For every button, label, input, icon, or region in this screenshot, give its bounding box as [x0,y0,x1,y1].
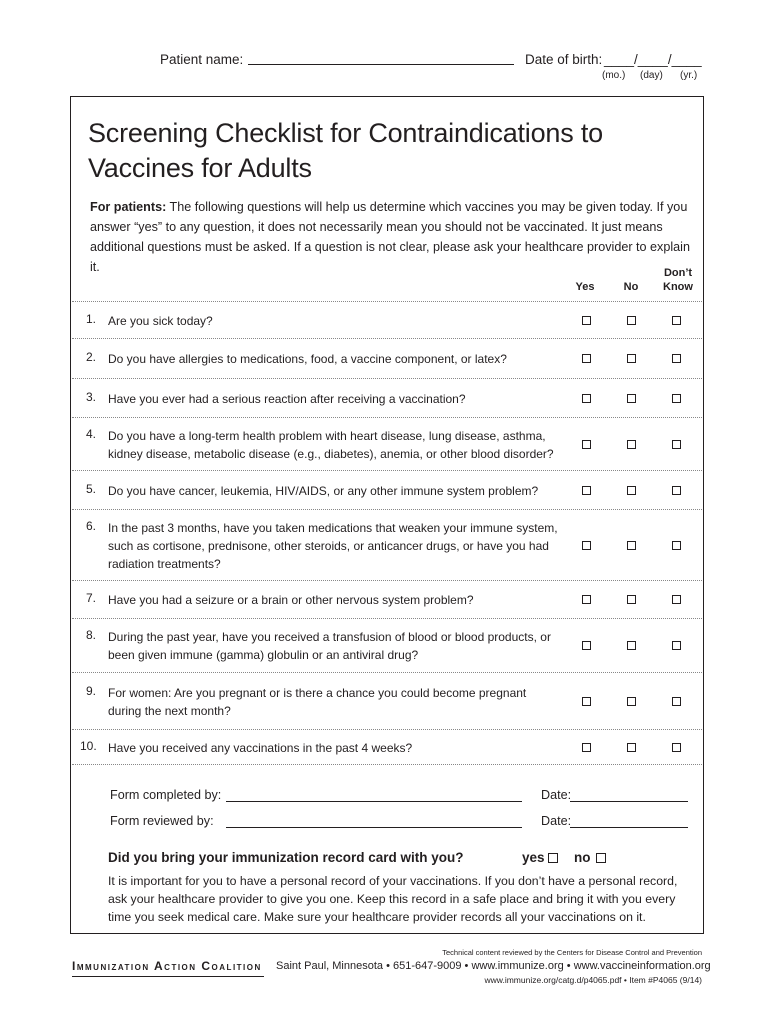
patient-name-label: Patient name: [160,52,244,67]
reviewed-by-label: Form reviewed by: [110,814,214,828]
no-checkbox[interactable] [627,641,636,650]
question-number: 2. [86,350,97,364]
column-dont-know: Don’t Know [663,267,693,293]
dont-know-checkbox[interactable] [672,486,681,495]
question-text: Do you have a long-term health problem with heart disease, lung disease, asthma, kidney disease, metabolic disease (e.g., diabetes), anemia, or other blood disorder? [108,429,554,461]
contact-info: Saint Paul, Minnesota • 651-647-9009 • www.immunize.org • www.vaccineinformation.org [276,960,711,972]
dob-day-hint: (day) [640,70,663,81]
question-text: Do you have cancer, leukemia, HIV/AIDS, or any other immune system problem? [108,484,539,498]
no-checkbox[interactable] [627,354,636,363]
dont-know-checkbox[interactable] [672,743,681,752]
yes-checkbox[interactable] [582,743,591,752]
dob-label: Date of birth: [525,52,603,67]
column-yes: Yes [575,281,595,293]
patient-name-field[interactable] [248,64,514,65]
no-checkbox[interactable] [627,486,636,495]
no-checkbox[interactable] [627,316,636,325]
question-text: Have you received any vaccinations in the past 4 weeks? [108,741,413,755]
question-number: 5. [86,482,97,496]
completed-date-field[interactable] [570,801,688,802]
no-checkbox[interactable] [627,743,636,752]
dont-know-checkbox[interactable] [672,440,681,449]
record-no-label: no [574,850,591,865]
no-checkbox[interactable] [627,440,636,449]
reviewed-date-field[interactable] [570,827,688,828]
yes-checkbox[interactable] [582,354,591,363]
reviewed-date-label: Date: [541,814,572,828]
question-row [72,301,702,338]
question-number: 8. [86,628,97,642]
dont-know-checkbox[interactable] [672,595,681,604]
dont-know-checkbox[interactable] [672,641,681,650]
dob-year-hint: (yr.) [680,70,698,81]
org-underline [72,976,264,977]
record-yes-checkbox[interactable] [548,853,558,863]
yes-checkbox[interactable] [582,316,591,325]
record-question: Did you bring your immunization record card with you? [108,850,464,865]
question-text: In the past 3 months, have you taken medications that weaken your immune system, such as cortisone, prednisone, other steroids, or anticancer drugs, or have you had radiation treatments? [108,521,558,571]
completed-date-label: Date: [541,788,572,802]
question-row [72,509,702,580]
question-row [72,729,702,764]
dont-know-checkbox[interactable] [672,354,681,363]
yes-checkbox[interactable] [582,486,591,495]
no-checkbox[interactable] [627,697,636,706]
question-text: For women: Are you pregnant or is there a chance you could become pregnant during the next month? [108,686,527,718]
question-number: 10. [80,739,97,753]
question-row [72,580,702,618]
question-number: 7. [86,591,97,605]
question-row [72,378,702,417]
no-checkbox[interactable] [627,595,636,604]
column-no: No [623,281,639,293]
question-text: Are you sick today? [108,314,213,328]
yes-checkbox[interactable] [582,440,591,449]
dont-know-checkbox[interactable] [672,316,681,325]
no-checkbox[interactable] [627,394,636,403]
question-number: 1. [86,312,97,326]
completed-by-field[interactable] [226,801,522,802]
question-row [72,672,702,729]
intro-bold: For patients: [90,200,167,214]
yes-checkbox[interactable] [582,595,591,604]
dob-month-hint: (mo.) [602,70,626,81]
question-text: Have you ever had a serious reaction after receiving a vaccination? [108,392,466,406]
yes-checkbox[interactable] [582,641,591,650]
question-list-end-rule [72,764,702,765]
question-row [72,618,702,672]
question-row [72,470,702,509]
question-number: 6. [86,519,97,533]
dont-know-checkbox[interactable] [672,697,681,706]
org-name: Immunization Action Coalition [72,959,262,973]
question-text: Do you have allergies to medications, food, a vaccine component, or latex? [108,352,507,366]
question-number: 4. [86,427,97,441]
question-row [72,338,702,378]
question-text: During the past year, have you received a transfusion of blood or blood products, or been given immune (gamma) globulin or an antiviral drug? [108,630,551,662]
dont-know-checkbox[interactable] [672,394,681,403]
question-number: 9. [86,684,97,698]
form-title: Screening Checklist for Contraindications to Vaccines for Adults [88,118,603,183]
intro-body: The following questions will help us determine which vaccines you may be given today. If you answer “yes” to any question, it does not necessarily mean you should not be vaccinated. It just means additional questions must be asked. If a question is not clear, please ask your healthcare provider to explain it. [90,200,690,274]
record-no-checkbox[interactable] [596,853,606,863]
yes-checkbox[interactable] [582,697,591,706]
intro-text [90,197,694,277]
dont-know-checkbox[interactable] [672,541,681,550]
record-yes-label: yes [522,850,545,865]
question-row [72,417,702,470]
question-number: 3. [86,390,97,404]
dob-field[interactable]: ____/____/____ [604,52,702,67]
question-text: Have you had a seizure or a brain or other nervous system problem? [108,593,474,607]
reviewed-by-field[interactable] [226,827,522,828]
document-url: www.immunize.org/catg.d/p4065.pdf • Item #P4065 (9/14) [484,975,702,985]
no-checkbox[interactable] [627,541,636,550]
completed-by-label: Form completed by: [110,788,222,802]
record-paragraph: It is important for you to have a personal record of your vaccinations. If you don’t have a personal record, ask your healthcare provider to give you one. Keep this record in a safe place and bring it with you every time you seek medical care. Make sure your healthcare provider records all your vaccinations on it. [108,874,678,924]
yes-checkbox[interactable] [582,541,591,550]
reviewed-note: Technical content reviewed by the Centers for Disease Control and Prevention [442,948,702,957]
yes-checkbox[interactable] [582,394,591,403]
